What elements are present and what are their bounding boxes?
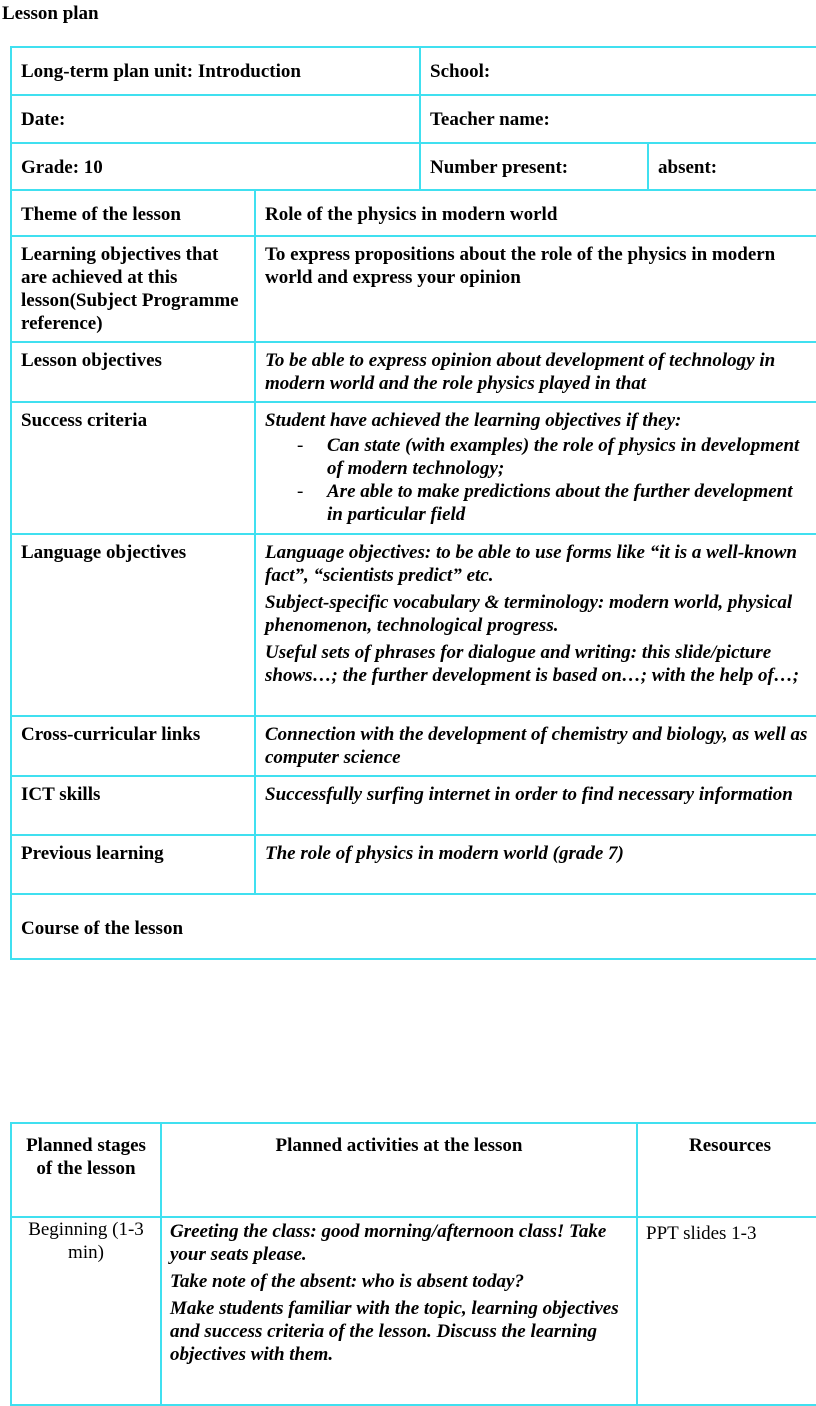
language-objectives-value [255, 534, 816, 716]
table-row [11, 534, 816, 716]
paragraph: Useful sets of phrases for dialogue and writing: this slide/picture shows…; the further development is based on…; with the help of…; [265, 642, 800, 686]
document-title: Lesson plan [2, 3, 99, 24]
table-row [11, 143, 816, 190]
previous-learning-label: Previous learning [11, 835, 255, 894]
table-row [11, 190, 816, 236]
table-row [11, 47, 816, 95]
cross-curricular-value: Connection with the development of chemistry and biology, as well as computer science [255, 716, 816, 776]
learning-objectives-label: Learning objectives that are achieved at this lesson(Subject Programme reference) [11, 236, 255, 342]
lesson-plan-table [10, 46, 816, 960]
paragraph: Subject-specific vocabulary & terminology: modern world, physical phenomenon, technological progress. [265, 592, 793, 636]
school-cell: School: [420, 47, 816, 95]
paragraph: Greeting the class: good morning/afternoon class! Take your seats please. [170, 1221, 607, 1265]
learning-objectives-value: To express propositions about the role of the physics in modern world and express your opinion [255, 236, 816, 342]
cross-curricular-label: Cross-curricular links [11, 716, 255, 776]
success-criteria-value [255, 402, 816, 534]
table-row [11, 716, 816, 776]
table-row [11, 236, 816, 342]
paragraph: Take note of the absent: who is absent today? [170, 1271, 524, 1292]
table-row [11, 776, 816, 835]
grade-cell: Grade: 10 [11, 143, 420, 190]
lesson-objectives-label: Lesson objectives [11, 342, 255, 402]
stages-header: Planned stages of the lesson [11, 1123, 161, 1217]
table-row [11, 835, 816, 894]
language-objectives-label: Language objectives [11, 534, 255, 716]
table-row [11, 342, 816, 402]
paragraph: Language objectives: to be able to use forms like “it is a well-known fact”, “scientists predict” etc. [265, 542, 797, 586]
date-cell: Date: [11, 95, 420, 143]
theme-label: Theme of the lesson [11, 190, 255, 236]
success-criteria-intro: Student have achieved the learning objectives if they: [265, 410, 682, 431]
list-item: - Can state (with examples) the role of physics in development of modern technology; [327, 434, 813, 480]
absent-cell: absent: [648, 143, 816, 190]
table-row [11, 402, 816, 534]
ict-skills-label: ICT skills [11, 776, 255, 835]
activities-beginning [161, 1217, 637, 1405]
table-row [11, 1217, 816, 1405]
course-table [10, 1122, 816, 1406]
unit-cell: Long-term plan unit: Introduction [11, 47, 420, 95]
stage-beginning: Beginning (1-3 min) [11, 1217, 161, 1405]
table-row [11, 894, 816, 959]
success-criteria-label: Success criteria [11, 402, 255, 534]
table-row [11, 95, 816, 143]
list-item: - Are able to make predictions about the further development in particular field [327, 480, 813, 526]
lesson-objectives-value: To be able to express opinion about development of technology in modern world and the role physics played in that [255, 342, 816, 402]
ict-skills-value: Successfully surfing internet in order to find necessary information [255, 776, 816, 835]
course-heading-cell: Course of the lesson [11, 894, 816, 959]
success-criteria-list [265, 434, 813, 526]
teacher-name-cell: Teacher name: [420, 95, 816, 143]
paragraph: Make students familiar with the topic, learning objectives and success criteria of the lesson. Discuss the learning objectives with them. [170, 1298, 619, 1365]
resources-header: Resources [637, 1123, 816, 1217]
activities-header: Planned activities at the lesson [161, 1123, 637, 1217]
previous-learning-value: The role of physics in modern world (grade 7) [255, 835, 816, 894]
number-present-cell: Number present: [420, 143, 648, 190]
table-row [11, 1123, 816, 1217]
resources-beginning: PPT slides 1-3 [637, 1217, 816, 1405]
theme-value: Role of the physics in modern world [255, 190, 816, 236]
